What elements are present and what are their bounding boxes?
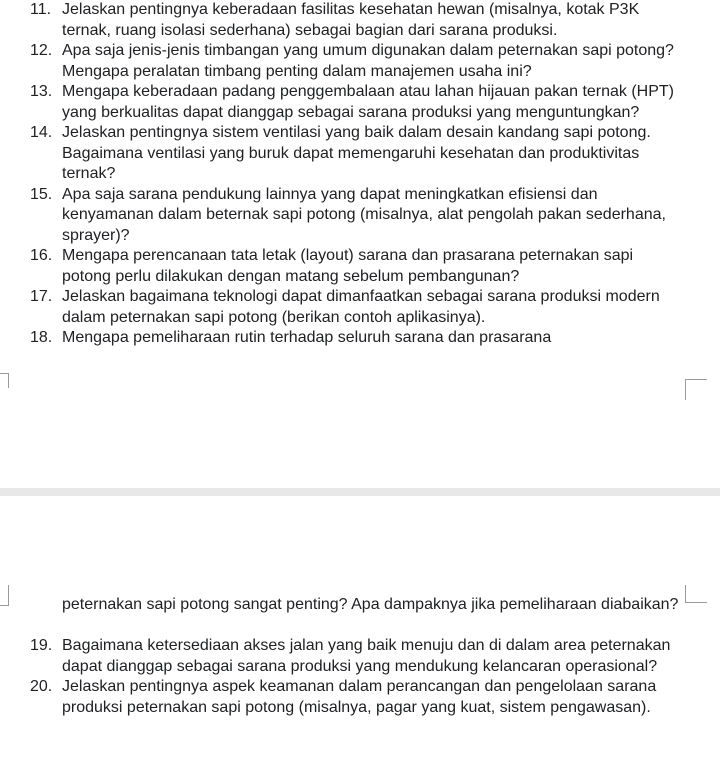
question-item <box>0 328 720 349</box>
question-item <box>0 82 720 123</box>
question-text: Bagaimana ketersediaan akses jalan yang baik menuju dan di dalam area peternakan dapat dianggap sebagai sarana produksi yang mendukung kelancaran operasional? <box>62 637 671 675</box>
question-number: 12. <box>30 42 53 59</box>
question-list-page-1 <box>0 0 720 349</box>
question-number: 17. <box>30 288 53 305</box>
question-item <box>0 41 720 82</box>
question-item <box>0 636 720 677</box>
question-text: Mengapa pemeliharaan rutin terhadap seluruh sarana dan prasarana <box>62 329 552 346</box>
page-corner-mark <box>0 373 9 388</box>
question-item <box>0 287 720 328</box>
question-number: 13. <box>30 83 53 100</box>
question-list-page-2 <box>0 636 720 718</box>
question-continuation: peternakan sapi potong sangat penting? Apa dampaknya jika pemeliharaan diabaikan? <box>62 596 679 613</box>
question-item <box>0 677 720 718</box>
question-text: Mengapa keberadaan padang penggembalaan atau lahan hijauan pakan ternak (HPT) yang berkualitas dapat dianggap sebagai sarana produksi yang menguntungkan? <box>62 83 675 121</box>
question-number: 16. <box>30 247 53 264</box>
question-text: Jelaskan pentingnya aspek keamanan dalam perancangan dan pengelolaan sarana produksi peternakan sapi potong (misalnya, pagar yang kuat, sistem pengawasan). <box>62 678 657 716</box>
question-number: 14. <box>30 124 53 141</box>
page-corner-mark <box>685 585 707 603</box>
question-item <box>0 0 720 41</box>
question-text: Mengapa perencanaan tata letak (layout) sarana dan prasarana peternakan sapi potong perlu dilakukan dengan matang sebelum pembangunan? <box>62 247 634 285</box>
question-item <box>0 123 720 185</box>
question-number: 20. <box>30 678 53 695</box>
question-text: Jelaskan bagaimana teknologi dapat dimanfaatkan sebagai sarana produksi modern dalam peternakan sapi potong (berikan contoh aplikasinya). <box>62 288 660 326</box>
page-break <box>0 488 720 496</box>
page-corner-mark <box>0 585 9 606</box>
question-text: Apa saja sarana pendukung lainnya yang dapat meningkatkan efisiensi dan kenyamanan dalam beternak sapi potong (misalnya, alat pengolah pakan sederhana, sprayer)? <box>62 185 666 244</box>
question-text: Apa saja jenis-jenis timbangan yang umum digunakan dalam peternakan sapi potong? Mengapa peralatan timbang penting dalam manajemen usaha ini? <box>62 42 674 80</box>
question-item <box>0 185 720 247</box>
question-number: 18. <box>30 329 53 346</box>
question-number: 11. <box>30 1 52 18</box>
question-item <box>0 246 720 287</box>
question-text: Jelaskan pentingnya keberadaan fasilitas kesehatan hewan (misalnya, kotak P3K ternak, ruang isolasi sederhana) sebagai bagian dari sarana produksi. <box>62 1 640 39</box>
question-number: 19. <box>30 637 53 654</box>
question-text: Jelaskan pentingnya sistem ventilasi yang baik dalam desain kandang sapi potong. Bagaimana ventilasi yang buruk dapat memengaruhi kesehatan dan produktivitas ternak? <box>62 124 651 182</box>
document-page-2 <box>0 496 720 772</box>
question-number: 15. <box>30 185 53 203</box>
page-corner-mark <box>685 379 707 400</box>
